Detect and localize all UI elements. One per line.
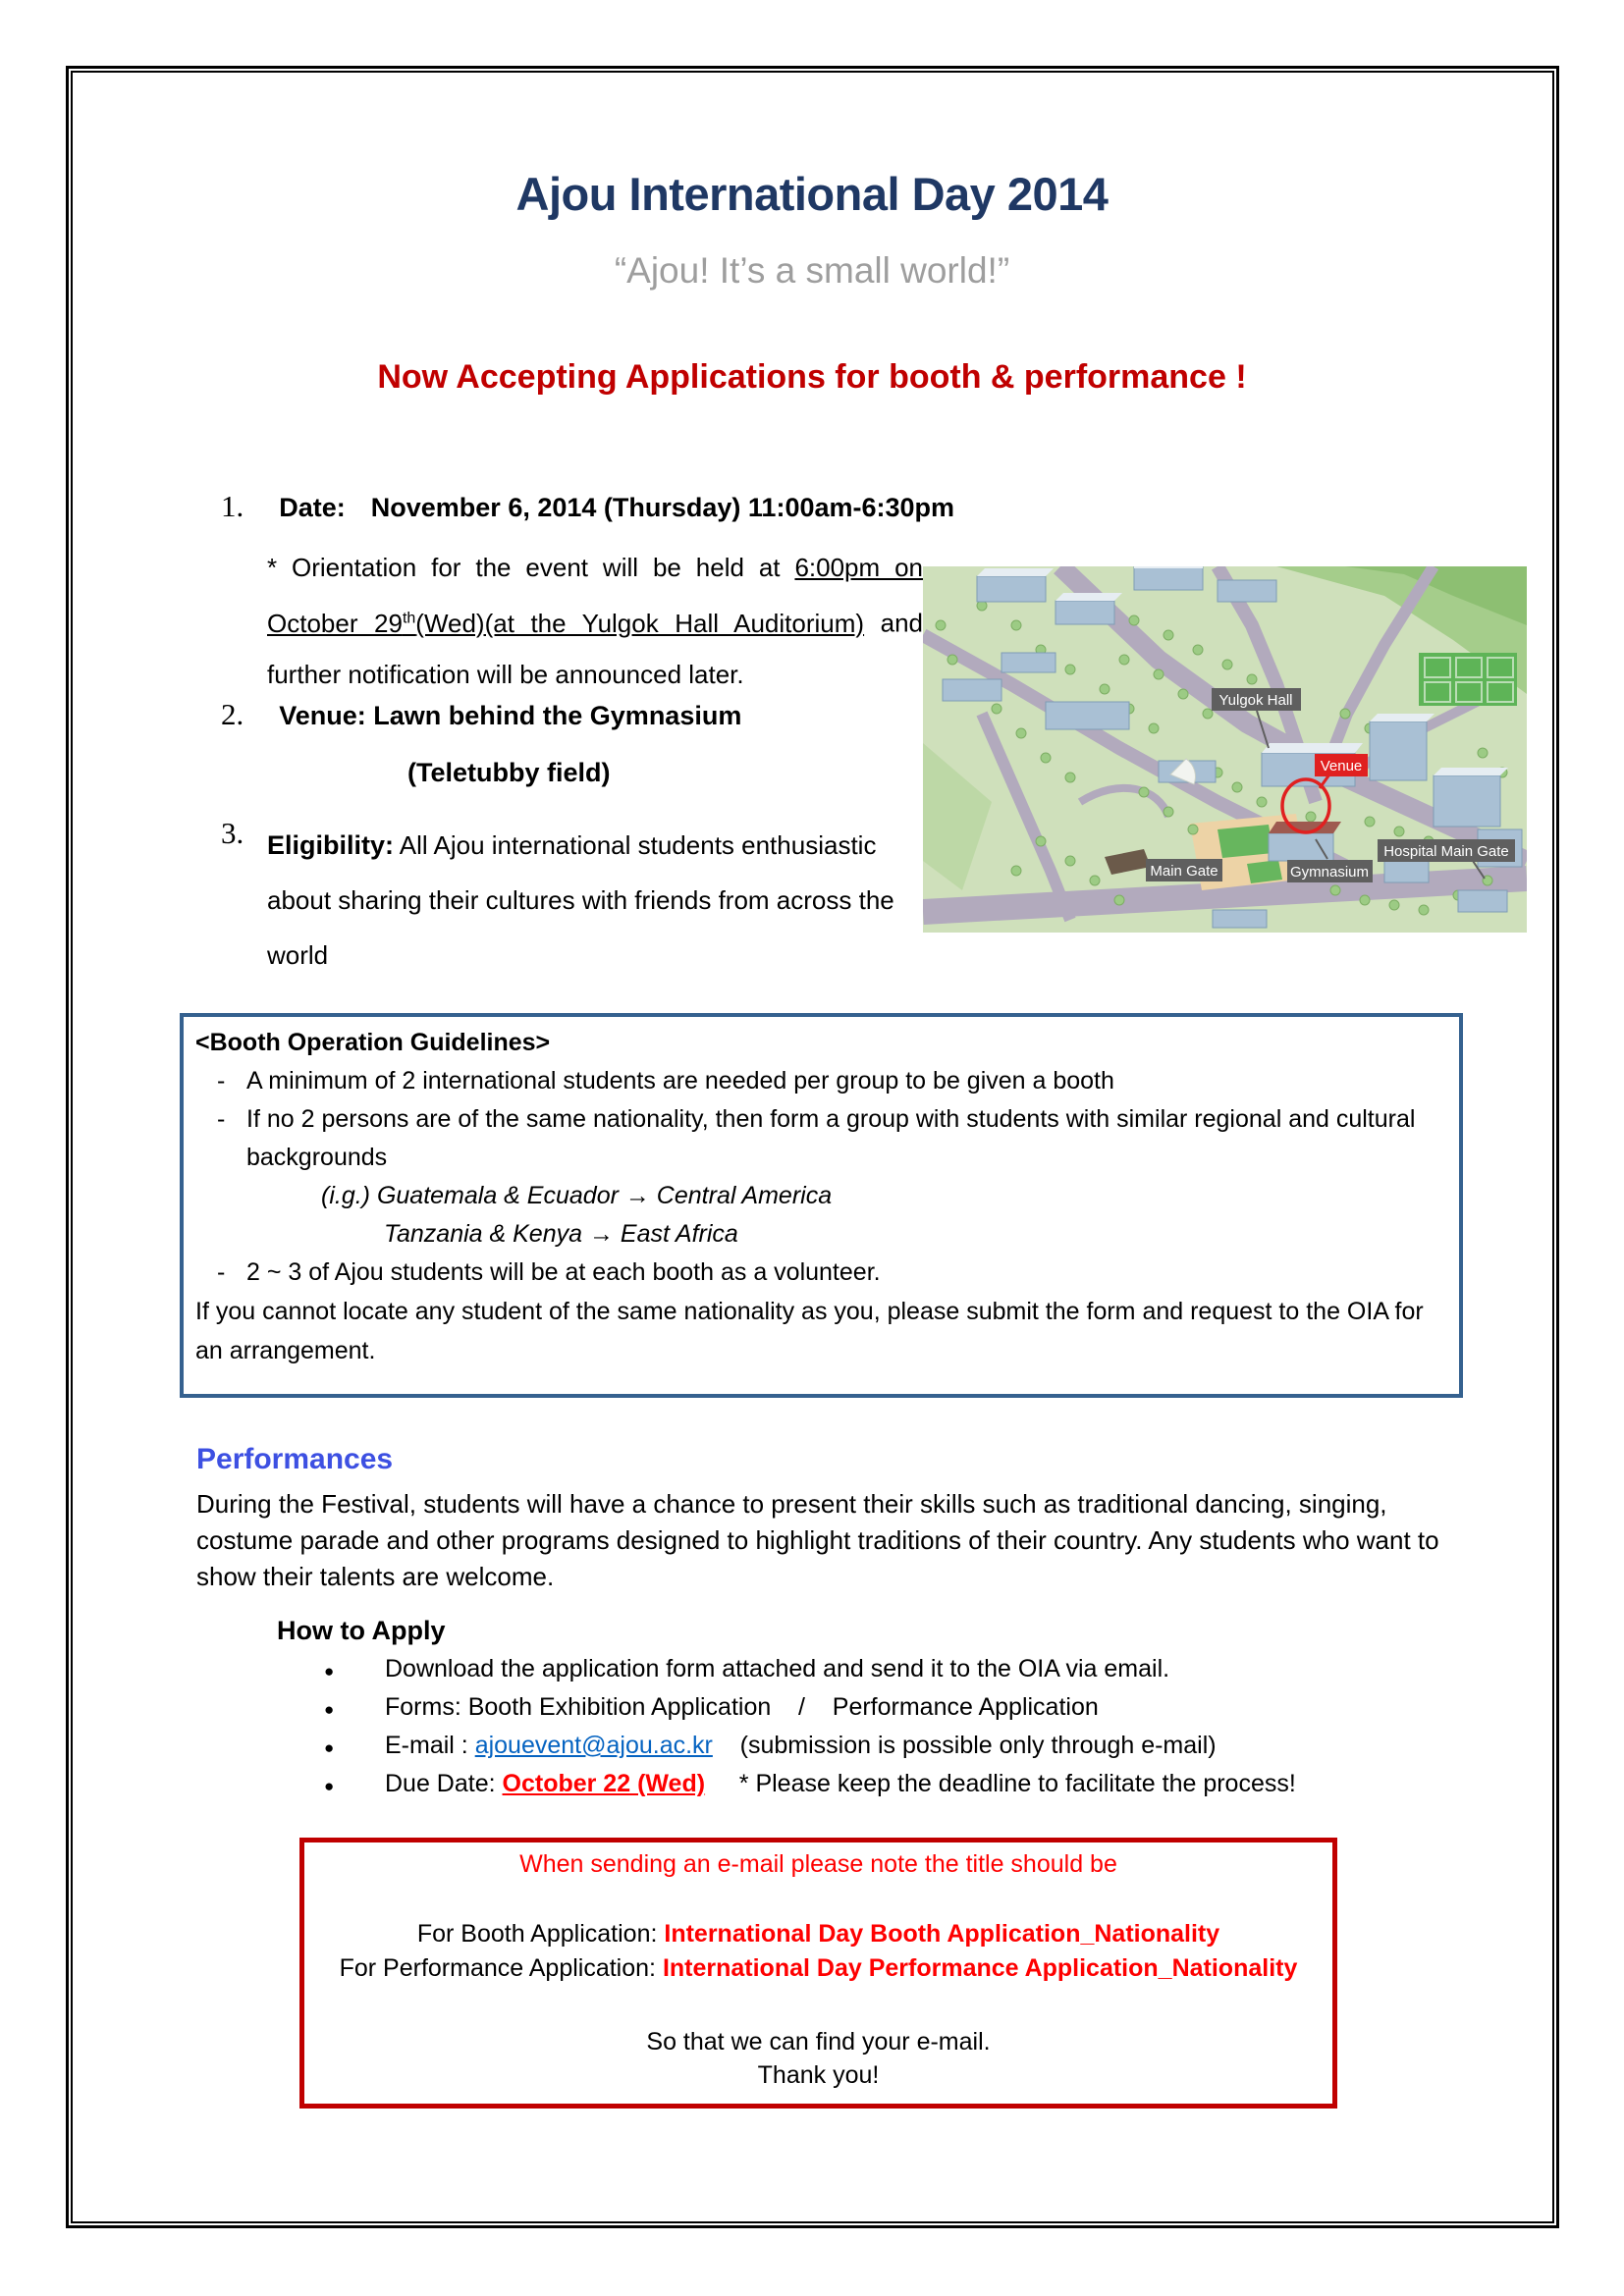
email-suffix: (submission is possible only through e-mail) <box>712 1732 1217 1759</box>
booth-label: For Booth Application: <box>416 1920 665 1948</box>
orientation-note <box>267 542 923 700</box>
performances-paragraph: During the Festival, students will have a chance to present their skills such as traditional dancing, singing, costume parade and other programs designed to highlight traditions of their country. Any students who want to show their talents are welcome. <box>196 1489 1439 1591</box>
item1-number: 1. <box>221 489 244 523</box>
booth-title-value: International Day Booth Application_Nationality <box>664 1920 1220 1948</box>
notice-performance-line <box>304 1954 1332 1983</box>
item1-value: November 6, 2014 (Thursday) 11:00am-6:30pm <box>370 493 955 522</box>
guideline-item <box>195 1062 1445 1100</box>
performances-heading: Performances <box>196 1443 394 1475</box>
apply-text-download: Download the application form attached and send it to the OIA via email. <box>385 1655 1170 1682</box>
email-link[interactable]: ajouevent@ajou.ac.kr <box>474 1732 713 1759</box>
list-item-date <box>221 489 954 524</box>
yulgok-hall-label: Yulgok Hall <box>1218 692 1293 709</box>
bullet-icon: ● <box>324 1662 335 1681</box>
venue-label: Venue <box>1320 758 1363 774</box>
dash-bullet: - <box>217 1105 226 1133</box>
duedate-line <box>385 1770 1296 1798</box>
item1-label: Date: <box>279 493 346 522</box>
dash-bullet: - <box>217 1067 226 1095</box>
apply-bullet-forms <box>324 1693 1453 1732</box>
duedate-value: October 22 (Wed) <box>502 1770 706 1797</box>
list-item-venue <box>221 697 741 732</box>
notice-booth-line <box>304 1920 1332 1949</box>
how-to-apply-heading: How to Apply <box>277 1616 446 1645</box>
item3-label: Eligibility: <box>267 830 395 860</box>
guideline-item <box>195 1100 1445 1177</box>
page-title: Ajou International Day 2014 <box>515 168 1109 220</box>
notice-line-5: Thank you! <box>757 2061 880 2089</box>
guideline-example-1: (i.g.) Guatemala & Ecuador → Central America <box>321 1182 833 1209</box>
item3-value: All Ajou international students enthusiastic about sharing their cultures with friends from across the world <box>267 830 894 970</box>
dash-bullet: - <box>217 1258 226 1286</box>
how-to-apply-list <box>324 1655 1453 1808</box>
note-suffix: and further notification will be announced later. <box>267 608 923 689</box>
banner-heading: Now Accepting Applications for booth & performance ! <box>377 358 1247 396</box>
guideline-text-1: A minimum of 2 international students are needed per group to be given a booth <box>246 1067 1114 1095</box>
guideline-example-2: Tanzania & Kenya → East Africa <box>384 1220 738 1248</box>
venue-subline: (Teletubby field) <box>407 758 611 787</box>
item3-number: 3. <box>221 816 244 850</box>
email-line <box>385 1732 1217 1760</box>
main-gate-label: Main Gate <box>1150 863 1218 880</box>
note-u1: 6:00pm on October 29 <box>267 553 923 638</box>
bullet-icon: ● <box>324 1738 335 1757</box>
map-court-1 <box>1218 825 1273 858</box>
performance-label: For Performance Application: <box>339 1954 663 1982</box>
note-u2: (Wed)(at the Yulgok Hall Auditorium) <box>415 608 865 638</box>
performance-title-value: International Day Performance Application_Nationality <box>662 1954 1298 1982</box>
duedate-prefix: Due Date: <box>385 1770 503 1797</box>
map-court-2 <box>1247 860 1282 883</box>
hospital-main-gate-label: Hospital Main Gate <box>1383 843 1509 860</box>
bullet-icon: ● <box>324 1777 335 1795</box>
apply-bullet-download <box>324 1655 1453 1693</box>
item2-label: Venue: <box>279 701 366 730</box>
bullet-icon: ● <box>324 1700 335 1719</box>
page-subtitle: “Ajou! It’s a small world!” <box>614 250 1010 291</box>
campus-map-image <box>923 566 1527 933</box>
item2-number: 2. <box>221 697 244 731</box>
guideline-text-3: 2 ~ 3 of Ajou students will be at each booth as a volunteer. <box>246 1258 881 1286</box>
item2-value: Lawn behind the Gymnasium <box>373 701 742 730</box>
booth-guidelines-box <box>180 1013 1463 1398</box>
apply-text-forms: Forms: Booth Exhibition Application / Performance Application <box>385 1693 1099 1721</box>
list-item-eligibility <box>267 818 945 983</box>
email-title-notice-box <box>299 1838 1337 2109</box>
guideline-text-2: If no 2 persons are of the same nationality, then form a group with students with similar regional and cultural backgrounds <box>246 1105 1416 1171</box>
note-prefix: * Orientation for the event will be held at <box>267 553 795 582</box>
note-superscript: th <box>402 610 416 626</box>
notice-line-1: When sending an e-mail please note the title should be <box>519 1850 1117 1878</box>
email-prefix: E-mail : <box>385 1732 475 1759</box>
duedate-suffix: * Please keep the deadline to facilitate the process! <box>705 1770 1296 1797</box>
guidelines-heading: <Booth Operation Guidelines> <box>195 1029 551 1056</box>
gymnasium-label: Gymnasium <box>1289 864 1370 881</box>
guideline-item <box>195 1254 1445 1292</box>
notice-line-4: So that we can find your e-mail. <box>646 2028 991 2056</box>
guidelines-footer: If you cannot locate any student of the same nationality as you, please submit the form and request to the OIA for an arrangement. <box>195 1298 1424 1364</box>
apply-bullet-email <box>324 1732 1453 1770</box>
campus-map-svg <box>923 566 1527 933</box>
map-courts-grid <box>1419 653 1517 706</box>
apply-bullet-duedate <box>324 1770 1453 1808</box>
